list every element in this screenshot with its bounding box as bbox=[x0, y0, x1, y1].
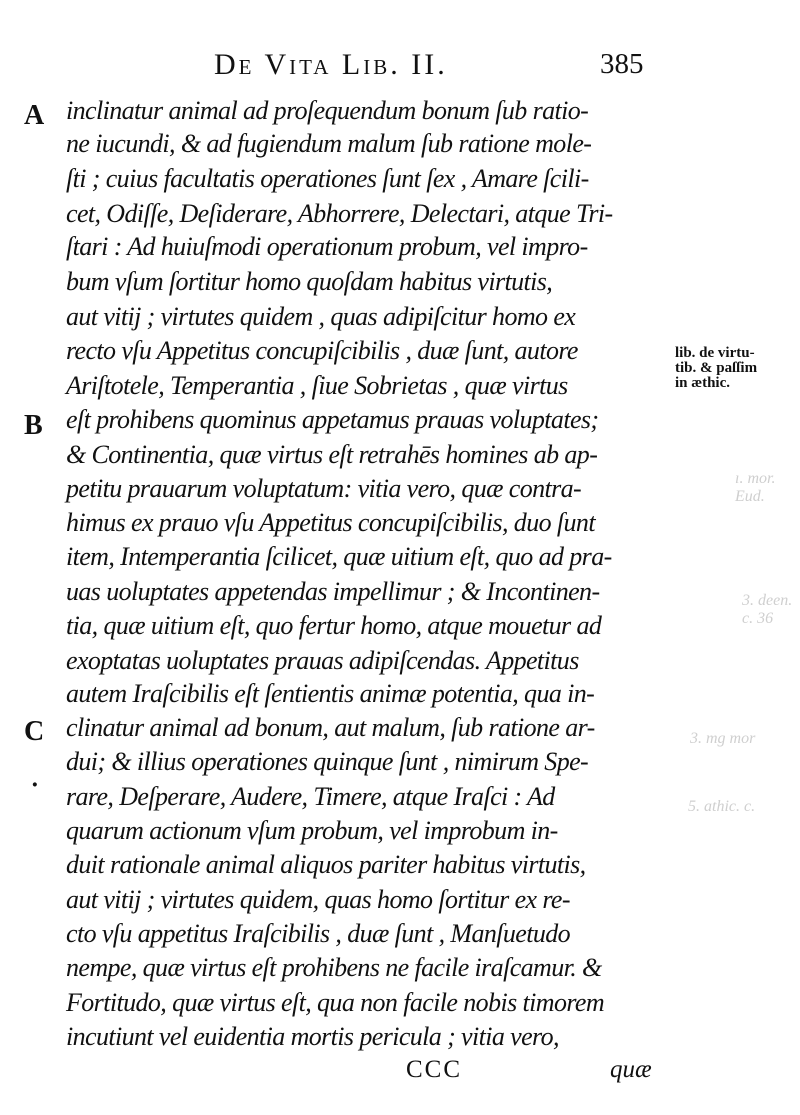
page-number: 385 bbox=[600, 48, 644, 80]
text-line: rare, Deſperare, Audere, Timere, atque Iraſci : Ad bbox=[66, 782, 555, 811]
text-line: Ariſtotele, Temperantia , ſiue Sobrietas , quæ virtus bbox=[66, 371, 568, 400]
marginal-citation-line: tib. & paſſim bbox=[675, 360, 758, 376]
text-line: duit rationale animal aliquos pariter habitus virtutis, bbox=[66, 850, 586, 879]
text-line: clinatur animal ad bonum, aut malum, ſub ratione ar- bbox=[66, 713, 595, 742]
text-line: ſti ; cuius facultatis operationes ſunt ſex , Amare ſcili- bbox=[66, 164, 589, 193]
bleed-through-note: 5. athic. c. bbox=[688, 798, 756, 815]
marginal-dot: · bbox=[31, 772, 39, 798]
text-line: inclinatur animal ad proſequendum bonum ſub ratio- bbox=[66, 96, 589, 125]
text-line: bum vſum ſortitur homo quoſdam habitus virtutis, bbox=[66, 267, 553, 296]
marginal-citation bbox=[675, 346, 757, 391]
text-line: cet, Odiſſe, Deſiderare, Abhorrere, Delectari, atque Tri- bbox=[66, 199, 613, 228]
text-line: autem Iraſcibilis eſt ſentientis animæ potentia, qua in- bbox=[66, 679, 595, 708]
text-line: exoptatas uoluptates prauas adipiſcendas. Appetitus bbox=[66, 646, 579, 675]
text-line: item, Intemperantia ſcilicet, quæ uitium eſt, quo ad pra- bbox=[66, 542, 612, 571]
text-line: aut vitij ; virtutes quidem, quas homo ſortitur ex re- bbox=[66, 885, 570, 914]
text-line: cto vſu appetitus Iraſcibilis , duæ ſunt , Manſuetudo bbox=[66, 919, 571, 948]
section-mark-a: A bbox=[24, 100, 45, 131]
text-line: himus ex prauo vſu Appetitus concupiſcibilis, duo ſunt bbox=[66, 508, 595, 537]
section-mark-b: B bbox=[24, 410, 43, 441]
bleed-through-note: 3. mg mor bbox=[690, 730, 756, 747]
text-line: aut vitij ; virtutes quidem , quas adipiſcitur homo ex bbox=[66, 302, 576, 331]
text-line: incutiunt vel euidentia mortis pericula ; vitia vero, bbox=[66, 1022, 559, 1051]
bleed-through-note: 3. deen. c. 36 bbox=[742, 592, 793, 627]
text-line: tia, quæ uitium eſt, quo fertur homo, atque mouetur ad bbox=[66, 611, 602, 640]
text-line: Fortitudo, quæ virtus eſt, qua non facile nobis timorem bbox=[66, 988, 605, 1017]
section-mark-c: C bbox=[24, 716, 45, 747]
signature-mark: CCC bbox=[406, 1056, 463, 1083]
catchword: quæ bbox=[610, 1056, 652, 1083]
text-line: eſt prohibens quominus appetamus prauas voluptates; bbox=[66, 405, 599, 434]
bleed-through-note: ı. mor. Eud. bbox=[735, 470, 776, 505]
text-line: recto vſu Appetitus concupiſcibilis , duæ ſunt, autore bbox=[66, 336, 578, 365]
text-line: petitu prauarum voluptatum: vitia vero, quæ contra- bbox=[66, 474, 582, 503]
text-line: ne iucundi, & ad fugiendum malum ſub ratione mole- bbox=[66, 129, 592, 158]
text-line: nempe, quæ virtus eſt prohibens ne facile iraſcamur. & bbox=[66, 953, 602, 982]
text-line: & Continentia, quæ virtus eſt retrahēs homines ab ap- bbox=[66, 440, 598, 469]
text-line: dui; & illius operationes quinque ſunt , nimirum Spe- bbox=[66, 747, 589, 776]
text-line: uas uoluptates appetendas impellimur ; & Incontinen- bbox=[66, 577, 600, 606]
text-line: ſtari : Ad huiuſmodi operationum probum, vel impro- bbox=[66, 232, 588, 261]
running-head: De Vita Lib. II. bbox=[214, 48, 448, 81]
marginal-citation-line: in æthic. bbox=[675, 375, 731, 391]
marginal-citation-line: lib. de virtu- bbox=[675, 345, 755, 361]
text-line: quarum actionum vſum probum, vel improbum in- bbox=[66, 816, 558, 845]
